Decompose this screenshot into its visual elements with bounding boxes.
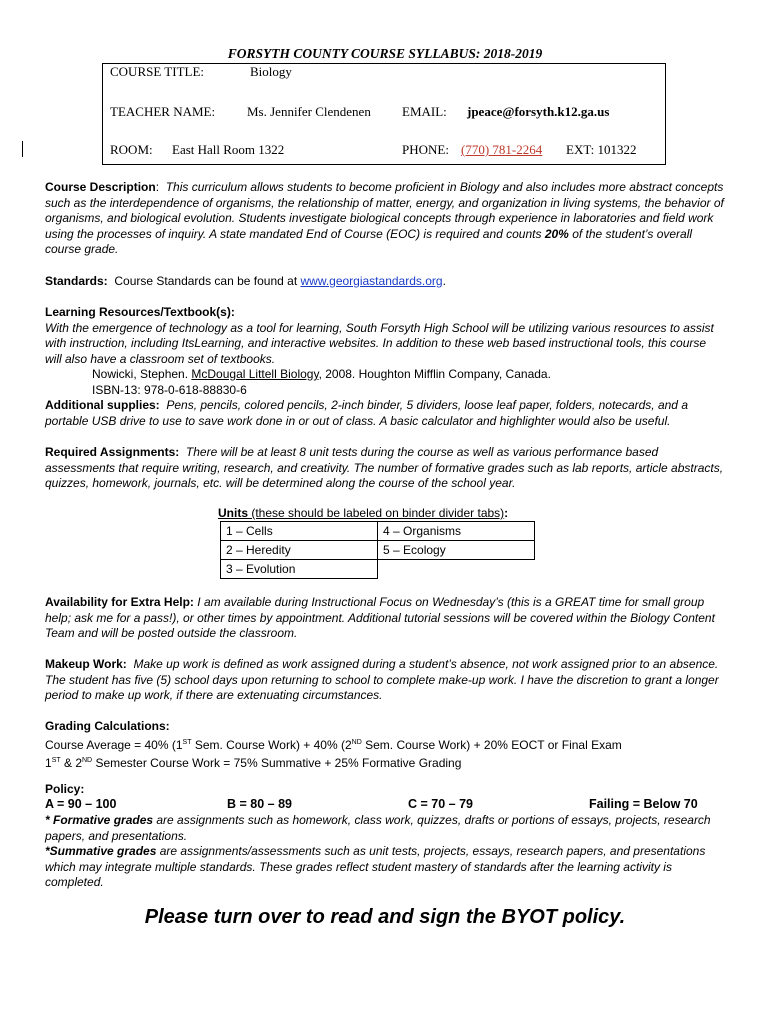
email-label: EMAIL: (402, 104, 447, 119)
unit-cell: 2 – Heredity (221, 541, 378, 560)
course-description-label: Course Description (45, 180, 156, 194)
text-cursor (22, 141, 23, 157)
turn-over-note: Please turn over to read and sign the BYOT policy. (144, 906, 626, 928)
phone-label: PHONE: (402, 142, 449, 157)
additional-supplies: Additional supplies: Pens, pencils, colored pencils, 2-inch binder, 5 dividers, loose leaf paper, folders, notecards, and a portable USB drive to use to save work done in or out of class. A basic calculator and highlighter would also be useful. (45, 398, 688, 428)
page-title: FORSYTH COUNTY COURSE SYLLABUS: 2018-2019 (227, 46, 543, 61)
policy-label: Policy: (45, 782, 85, 796)
grade-scale (45, 797, 725, 813)
room-label: ROOM: (110, 142, 153, 157)
formative-grades-note: * Formative grades are assignments such as homework, class work, quizzes, drafts or portions of essays, projects, research papers, and presentations. (45, 813, 711, 843)
table-row (221, 560, 535, 579)
required-assignments-label: Required Assignments: (45, 445, 180, 459)
grade-failing: Failing = Below 70 (589, 797, 698, 811)
unit-cell: 5 – Ecology (378, 541, 535, 560)
policy-heading (45, 782, 725, 798)
course-title-label: COURSE TITLE: (110, 64, 205, 79)
makeup-work-label: Makeup Work: (45, 657, 127, 671)
units-title: Units (these should be labeled on binder divider tabs): (218, 506, 509, 520)
standards-link[interactable]: www.georgiastandards.org (300, 274, 443, 288)
grade-a: A = 90 – 100 (45, 797, 117, 811)
teacher-name-label: TEACHER NAME: (110, 104, 216, 119)
grading-calculations: Grading Calculations: Course Average = 40% (1ST Sem. Course Work) + 40% (2ND Sem. Course Work) + 20% EOCT or Final Exam 1ST & 2ND Semester Course Work = 75% Summative + 25% Formative Grading (45, 719, 622, 771)
units-table (220, 521, 535, 579)
extra-help: Availability for Extra Help: I am available during Instructional Focus on Wednesday’s (this is a GREAT time for small group help; ask me for a pass!), or other times by appointment. Additional tutorial sessions will be covered within the Biology Content Team and will be posted outside the classroom. (45, 595, 715, 641)
email-value[interactable]: jpeace@forsyth.k12.ga.us (467, 104, 610, 119)
isbn: ISBN-13: 978-0-618-88830-6 (92, 382, 247, 397)
teacher-name-value: Ms. Jennifer Clendenen (247, 104, 371, 119)
required-assignments: Required Assignments: There will be at least 8 unit tests during the course as well as various performance based assessments that require writing, research, and creativity. The number of formative grades such as lab reports, article abstracts, quizzes, homework, journals, etc. will be determined along the course of the school year. (45, 445, 724, 491)
makeup-work: Makeup Work: Make up work is defined as work assigned during a student’s absence, not work assigned prior to an absence. The student has five (5) school days upon returning to school to complete make-up work. I have the discretion to grant a longer period to make up work, if there are extenuating circumstances. (45, 657, 719, 703)
course-description: Course Description: This curriculum allows students to become proficient in Biology and also includes more abstract concepts such as the interdependence of organisms, the relationship of matter, energy, and organization in living systems, the behavior of organisms, and biological evolution. Students investigate biological concepts through experience in laboratories and field work using the processes of inquiry. A state mandated End of Course (EOC) is required and counts 20% of the student’s overall course grade. (45, 180, 724, 257)
standards-line: Standards: Course Standards can be found at www.georgiastandards.org. (45, 274, 446, 288)
unit-cell: 1 – Cells (221, 522, 378, 541)
grade-c: C = 70 – 79 (408, 797, 473, 811)
table-row (221, 541, 535, 560)
grade-b: B = 80 – 89 (227, 797, 292, 811)
unit-cell: 3 – Evolution (221, 560, 378, 579)
additional-supplies-label: Additional supplies: (45, 398, 160, 412)
room-value: East Hall Room 1322 (172, 142, 285, 157)
learning-resources: Learning Resources/Textbook(s): With the emergence of technology as a tool for learning, South Forsyth High School will be utilizing various resources to assist with instruction, including ItsLearning, and interactive websites. In addition to these web based instructional tools, this course will also have a classroom set of textbooks. (45, 305, 714, 366)
extension-value: EXT: 101322 (566, 142, 637, 157)
textbook-citation: Nowicki, Stephen. McDougal Littell Biology, 2008. Houghton Mifflin Company, Canada. ISBN-13: 978-0-618-88830-6 (92, 367, 551, 397)
extra-help-label: Availability for Extra Help: (45, 595, 194, 609)
unit-cell: 4 – Organisms (378, 522, 535, 541)
standards-label: Standards: (45, 274, 108, 288)
summative-grades-note: *Summative grades are assignments/assessments such as unit tests, projects, essays, research papers, and presentations which may integrate multiple standards. These grades reflect student mastery of standards after the learning activity is completed. (45, 844, 706, 890)
learning-resources-label: Learning Resources/Textbook(s): (45, 305, 235, 319)
grading-calculations-label: Grading Calculations: (45, 719, 170, 733)
phone-value[interactable]: (770) 781-2264 (461, 142, 543, 157)
table-row (221, 522, 535, 541)
course-title-value: Biology (250, 64, 292, 79)
